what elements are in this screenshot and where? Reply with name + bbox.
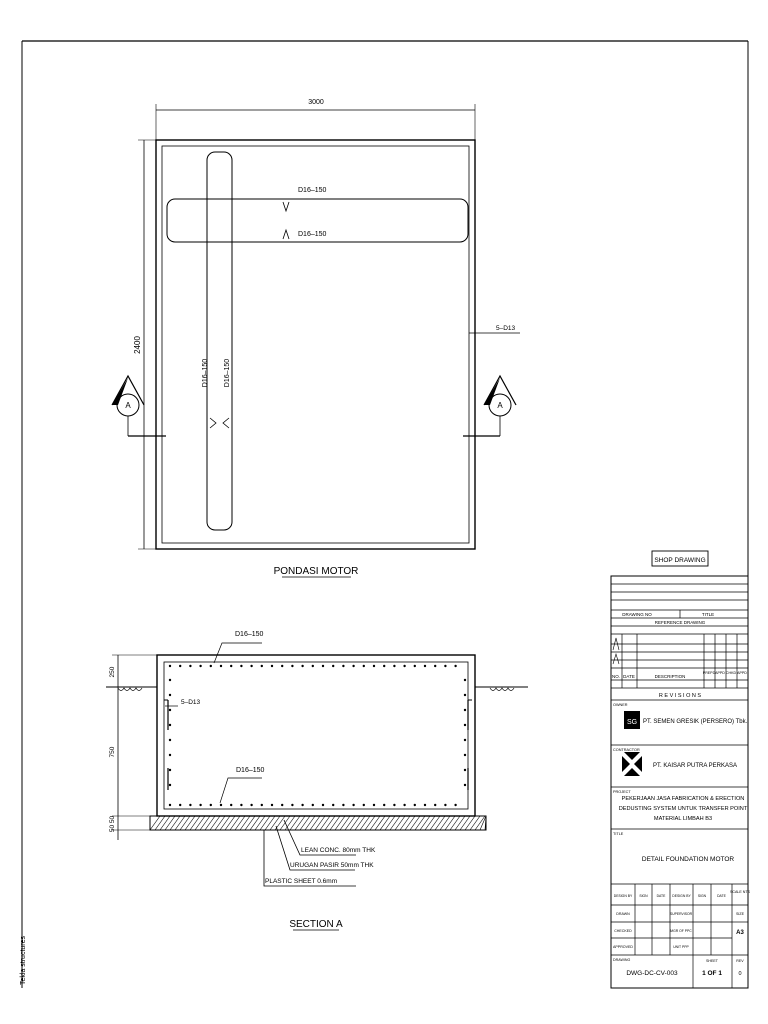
rebar-dot — [383, 665, 385, 667]
rebar-dot — [352, 665, 354, 667]
plan-bar-vert-right-label: D16–150 — [224, 358, 231, 388]
rebar-dot — [169, 739, 171, 741]
rebar-dot — [169, 694, 171, 696]
section-mark-left-label: A — [125, 401, 131, 410]
plan-inner-outline — [162, 146, 469, 543]
rebar-dot — [464, 784, 466, 786]
rebar-dot — [301, 665, 303, 667]
drawing-no-label: DRAWING NO — [622, 612, 652, 617]
plan-dim-height: 2400 — [133, 336, 142, 354]
section-bar-top-label: D16–150 — [235, 631, 264, 638]
owner-name: PT. SEMEN GRESIK (PERSERO) Tbk. — [643, 719, 748, 725]
rebar-dot — [322, 804, 324, 806]
reference-drawing-label: REFERENCE DRAWING — [654, 620, 706, 625]
rebar-dot — [464, 709, 466, 711]
rebar-dot — [454, 804, 456, 806]
rebar-dot — [454, 665, 456, 667]
drawing-number: DWG-DC-CV-003 — [626, 970, 678, 977]
rebar-dot — [169, 804, 171, 806]
rebar-dot — [403, 665, 405, 667]
rebar-dot — [342, 665, 344, 667]
section-stirrup-label: 5–D13 — [181, 699, 201, 706]
rebar-dot — [424, 804, 426, 806]
rebar-dot — [199, 665, 201, 667]
rev-prepd-label: PREPD — [702, 671, 716, 675]
rebar-dot — [250, 804, 252, 806]
plan-bar-top-label: D16–150 — [298, 187, 327, 194]
plan-vertical-bar — [207, 152, 232, 530]
rebar-dot — [312, 804, 314, 806]
rebar-dot — [169, 709, 171, 711]
sig-row-checked: CHECKED — [614, 929, 632, 933]
rebar-dot — [464, 724, 466, 726]
rebar-dot — [424, 665, 426, 667]
rebar-dot — [414, 665, 416, 667]
rebar-dot — [169, 784, 171, 786]
plan-bar-bottom-label: D16–150 — [298, 231, 327, 238]
rebar-dot — [373, 804, 375, 806]
rebar-dot — [169, 769, 171, 771]
rebar-dot — [373, 665, 375, 667]
rev-apvd-label: APPD — [715, 671, 725, 675]
rev-value: 0 — [738, 971, 742, 977]
signature-header-cell: DATE — [717, 894, 726, 898]
plan-dim-width: 3000 — [308, 99, 324, 106]
section-mark-right-label: A — [497, 401, 503, 410]
rebar-dot — [464, 769, 466, 771]
rebar-dot — [169, 665, 171, 667]
rebar-dot — [464, 679, 466, 681]
rebar-dot — [291, 804, 293, 806]
project-line-1: PEKERJAAN JASA FABRICATION & ERECTION — [621, 796, 745, 802]
rebar-dot — [271, 804, 273, 806]
sig-unit-ppp: UNIT PPP — [673, 945, 689, 949]
rev-label: REV — [736, 959, 744, 963]
rev-chkd-label: CHKD — [725, 671, 737, 675]
signature-header-cell: DESIGN BY — [672, 894, 691, 898]
signature-header-cell: SIGN — [697, 894, 707, 898]
svg-text:SG: SG — [626, 719, 638, 726]
signature-header-cell: DATE — [656, 894, 666, 898]
rebar-dot — [393, 804, 395, 806]
rebar-dot — [434, 804, 436, 806]
section-inner-outline — [164, 662, 468, 809]
watermark: Tekla structures — [20, 935, 27, 985]
title-block-frame — [611, 576, 748, 988]
rebar-dot — [169, 754, 171, 756]
shop-drawing-label: SHOP DRAWING — [654, 557, 706, 564]
contractor-label: CONTRACTOR — [613, 748, 640, 752]
rebar-dot — [312, 665, 314, 667]
section-dim-bottom: 50 50 — [109, 815, 116, 833]
section-bar-bottom-label: D16–150 — [236, 767, 265, 774]
rebar-dot — [281, 665, 283, 667]
rebar-dot — [342, 804, 344, 806]
rebar-dot — [240, 665, 242, 667]
revisions-label: R E V I S I O N S — [658, 693, 702, 699]
lean-concrete-layer — [150, 816, 486, 830]
rebar-dot — [261, 665, 263, 667]
owner-label: OWNER — [613, 703, 628, 707]
signature-header-cell: DESIGN BY — [613, 894, 633, 898]
rebar-dot — [444, 665, 446, 667]
rebar-dot — [250, 665, 252, 667]
rebar-dot — [291, 665, 293, 667]
section-outline — [157, 655, 475, 816]
rebar-dot — [210, 804, 212, 806]
section-dim-mid: 750 — [109, 746, 116, 758]
section-caption: SECTION A — [289, 919, 343, 930]
urugan-label: URUGAN PASIR 50mm THK — [290, 862, 374, 869]
rebar-dot — [352, 804, 354, 806]
rebar-dot — [434, 665, 436, 667]
rebar-dot — [169, 724, 171, 726]
sig-row-drawn: DRAWN — [616, 912, 630, 916]
sheet-value: 1 OF 1 — [702, 970, 722, 977]
plan-caption: PONDASI MOTOR — [273, 566, 359, 577]
rebar-dot — [332, 665, 334, 667]
plan-bar-vert-left-label: D16–150 — [202, 358, 209, 388]
rev-apvd2-label: APPD — [737, 671, 747, 675]
rebar-dot — [464, 739, 466, 741]
rebar-dot — [393, 665, 395, 667]
sig-supervisor: SUPERVISOR — [669, 912, 693, 916]
rebar-dot — [464, 694, 466, 696]
rebar-dot — [414, 804, 416, 806]
plan-outline — [156, 140, 475, 549]
plastic-sheet-label: PLASTIC SHEET 0.6mm — [265, 878, 338, 885]
rev-date-label: DATE — [623, 674, 635, 679]
contractor-logo — [622, 752, 642, 776]
section-rebar-dots — [169, 665, 466, 806]
rebar-dot — [220, 665, 222, 667]
rebar-dot — [464, 754, 466, 756]
rebar-dot — [230, 665, 232, 667]
plan-view — [112, 104, 520, 549]
rebar-dot — [199, 804, 201, 806]
sig-mgr-ppc: MGR OF PPC — [670, 929, 692, 933]
project-line-3: MATERIAL LIMBAH B3 — [653, 816, 713, 822]
project-line-2: DEDUSTING SYSTEM UNTUK TRANSFER POINT — [618, 806, 748, 812]
plan-stirrup-label: 5–D13 — [496, 325, 516, 332]
rebar-dot — [230, 804, 232, 806]
sheet-label: SHEET — [706, 959, 718, 963]
rebar-dot — [240, 804, 242, 806]
contractor-name: PT. KAISAR PUTRA PERKASA — [653, 763, 738, 769]
rebar-dot — [210, 665, 212, 667]
rebar-dot — [363, 665, 365, 667]
rebar-dot — [332, 804, 334, 806]
rebar-dot — [281, 804, 283, 806]
rebar-dot — [363, 804, 365, 806]
owner-logo — [624, 711, 640, 729]
drawing-title: DETAIL FOUNDATION MOTOR — [641, 856, 735, 863]
project-label: PROJECT — [613, 790, 631, 794]
rev-desc-label: DESCRIPTION — [654, 674, 686, 679]
section-dim-top: 250 — [109, 666, 116, 678]
rebar-dot — [261, 804, 263, 806]
rebar-dot — [169, 679, 171, 681]
rebar-dot — [220, 804, 222, 806]
title-col-label: TITLE — [701, 612, 715, 617]
rebar-dot — [383, 804, 385, 806]
lean-concrete-label: LEAN CONC. 80mm THK — [301, 847, 376, 854]
signature-header-cell: SIGN — [639, 894, 648, 898]
rebar-dot — [189, 804, 191, 806]
size-label: SIZE — [736, 912, 744, 916]
drawing-label: DRAWING — [613, 958, 631, 962]
rev-no-label: NO. — [611, 674, 621, 679]
sig-row-approved: APPROVED — [613, 945, 633, 949]
size-value: A3 — [736, 930, 744, 936]
rebar-dot — [301, 804, 303, 806]
rebar-dot — [403, 804, 405, 806]
rebar-dot — [271, 665, 273, 667]
rebar-dot — [322, 665, 324, 667]
rebar-dot — [179, 804, 181, 806]
rebar-dot — [444, 804, 446, 806]
scale-label: SCALE NTS — [730, 890, 750, 894]
rebar-dot — [189, 665, 191, 667]
title-label: TITLE — [613, 832, 624, 836]
rebar-dot — [179, 665, 181, 667]
